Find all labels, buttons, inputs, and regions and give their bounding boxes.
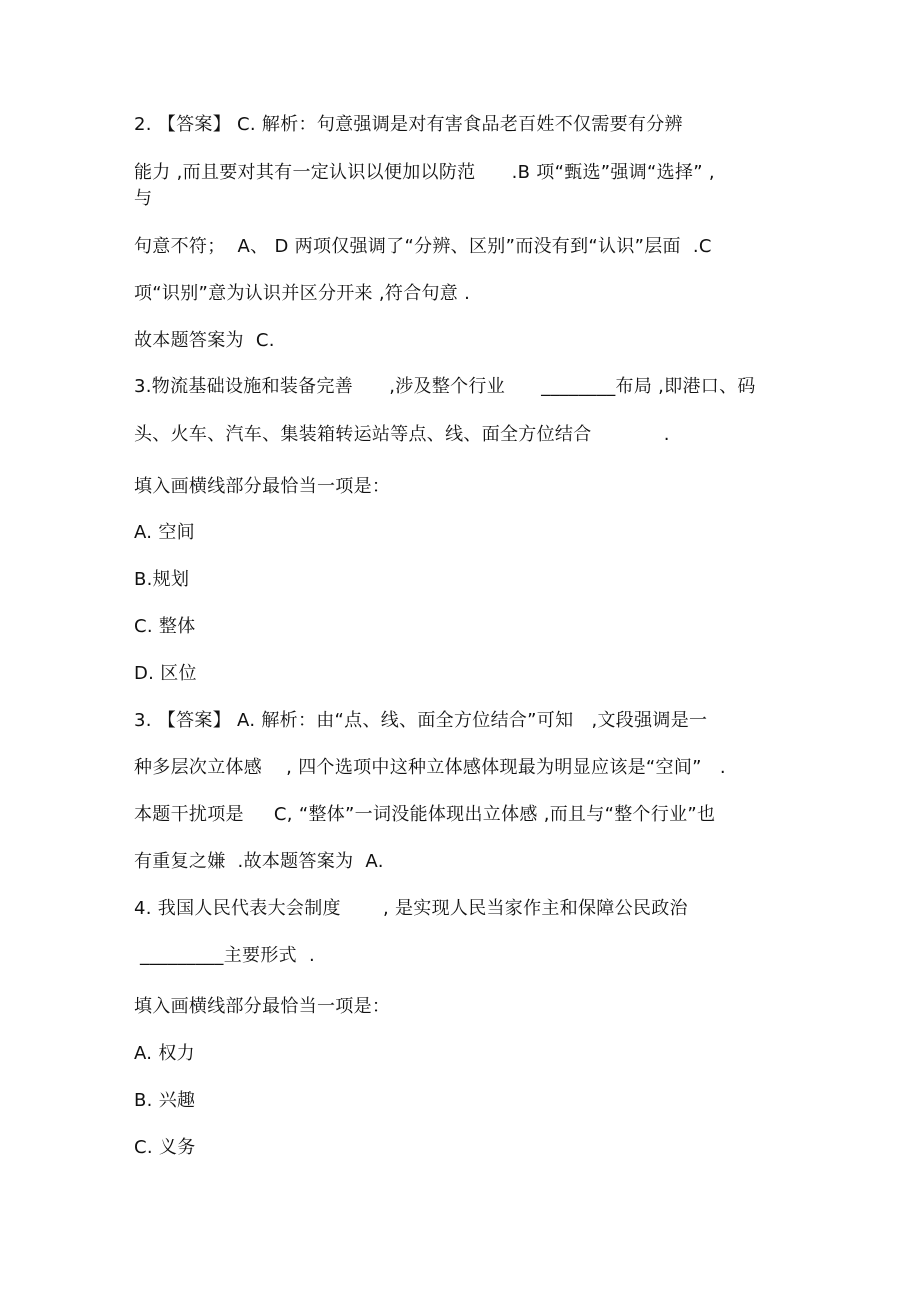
question-4-stem-line-2: _________主要形式 . bbox=[134, 945, 315, 966]
question-3-option-b: B.规划 bbox=[134, 569, 190, 590]
answer-3-line-4: 有重复之嫌 .故本题答案为 A. bbox=[134, 851, 384, 872]
question-3-option-c: C. 整体 bbox=[134, 616, 196, 637]
question-3-stem-line-1: 3.物流基础设施和装备完善 ,涉及整个行业 ________布局 ,即港口、码 bbox=[134, 376, 756, 397]
question-3-option-a: A. 空间 bbox=[134, 522, 195, 543]
question-4-option-a: A. 权力 bbox=[134, 1043, 195, 1064]
answer-2-line-1: 2. 【答案】 C. 解析：句意强调是对有害食品老百姓不仅需要有分辨 bbox=[134, 114, 683, 135]
answer-3-line-3: 本题干扰项是 C, “整体”一词没能体现出立体感 ,而且与“整个行业”也 bbox=[134, 804, 716, 825]
question-3-stem-line-2: 头、火车、汽车、集装箱转运站等点、线、面全方位结合 . bbox=[134, 424, 670, 445]
answer-2-line-3: 句意不符； A、 D 两项仅强调了“分辨、区别”而没有到“认识”层面 .C bbox=[134, 236, 712, 257]
answer-2-line-2: 能力 ,而且要对其有一定认识以便加以防范 .B 项“甄选”强调“选择” , bbox=[134, 162, 715, 183]
question-3-prompt: 填入画横线部分最恰当一项是： bbox=[134, 476, 391, 497]
answer-2-conclusion: 故本题答案为 C. bbox=[134, 330, 275, 351]
answer-3-line-2: 种多层次立体感 , 四个选项中这种立体感体现最为明显应该是“空间” . bbox=[134, 757, 726, 778]
question-4-prompt: 填入画横线部分最恰当一项是： bbox=[134, 996, 391, 1017]
question-4-option-b: B. 兴趣 bbox=[134, 1090, 196, 1111]
question-3-option-d: D. 区位 bbox=[134, 663, 197, 684]
question-4-stem-line-1: 4. 我国人民代表大会制度 , 是实现人民当家作主和保障公民政治 bbox=[134, 898, 688, 919]
answer-2-line-4: 项“识别”意为认识并区分开来 ,符合句意 . bbox=[134, 283, 471, 304]
answer-2-line-2-wrap: 与 bbox=[134, 188, 153, 209]
question-4-option-c: C. 义务 bbox=[134, 1137, 196, 1158]
answer-3-line-1: 3. 【答案】 A. 解析：由“点、线、面全方位结合”可知 ,文段强调是一 bbox=[134, 710, 708, 731]
